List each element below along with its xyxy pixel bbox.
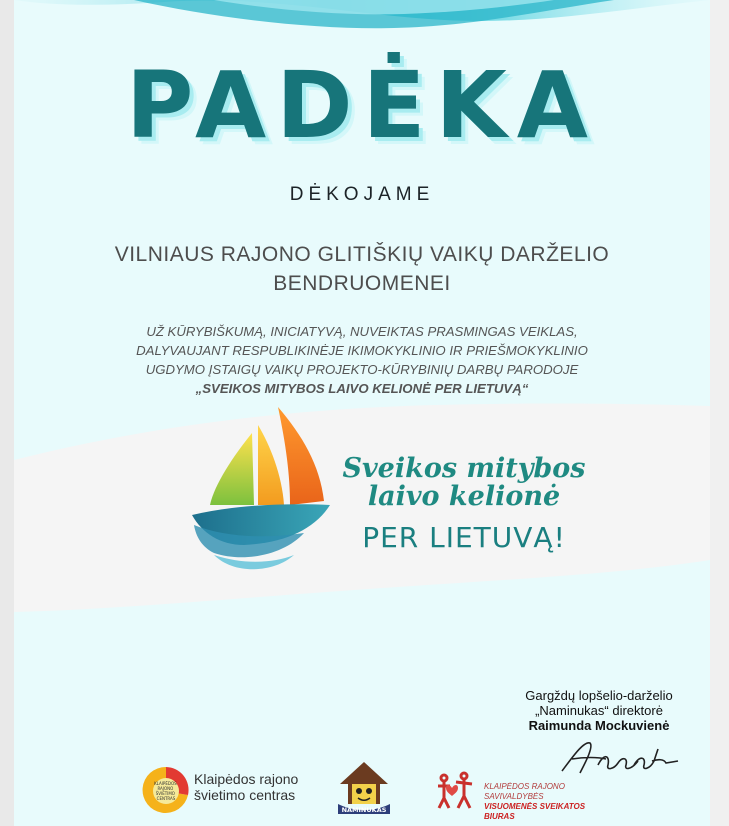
exhibition-name: „SVEIKOS MITYBOS LAIVO KELIONĖ PER LIETUVĄ“ <box>195 381 529 396</box>
vertical-scrollbar[interactable] <box>710 0 729 826</box>
reason-line: UGDYMO ĮSTAIGŲ VAIKŲ PROJEKTO-KŪRYBINIŲ DARBŲ PARODOJE <box>145 362 579 377</box>
reason-line <box>74 379 650 398</box>
naminukas-logo-icon <box>334 758 394 818</box>
signatory-line: „Naminukas“ direktorė <box>535 703 663 718</box>
certificate-title: PADĖKA <box>126 52 598 159</box>
education-center-emblem-icon <box>140 765 192 815</box>
education-center-logo <box>140 765 300 815</box>
recipient-line: BENDRUOMENEI <box>273 272 451 295</box>
health-bureau-figures-icon <box>434 770 480 810</box>
svg-text:NAMINUKAS: NAMINUKAS <box>341 806 387 814</box>
project-logo-text <box>334 455 594 554</box>
logo-line: laivo kelionė <box>367 481 561 512</box>
education-center-name <box>194 771 298 803</box>
recipient <box>74 240 650 298</box>
svg-text:KLAIPĖDOS RAJONO: KLAIPĖDOS RAJONO ŠVIETIMO CENTRAS <box>154 781 177 801</box>
certificate-page <box>14 0 710 826</box>
health-bureau-logo <box>434 770 604 821</box>
logo-line: VISUOMENĖS SVEIKATOS BIURAS <box>484 802 586 821</box>
sailboat-logo-icon <box>174 405 334 575</box>
reason-line: UŽ KŪRYBIŠKUMĄ, INICIATYVĄ, NUVEIKTAS PRASMINGAS VEIKLAS, <box>146 324 578 339</box>
logo-line: Sveikos mitybos <box>342 453 586 484</box>
reason-line: DALYVAUJANT RESPUBLIKINĖJE IKIMOKYKLINIO IR PRIEŠMOKYKLINIO <box>136 343 588 358</box>
logo-line: Klaipėdos rajono <box>194 771 299 787</box>
health-bureau-name <box>484 782 604 822</box>
signatory-line: Gargždų lopšelio-darželio <box>525 688 673 703</box>
signatory-block <box>494 688 704 733</box>
certificate-subtitle: DĖKOJAME <box>289 184 435 205</box>
reason-text <box>74 322 650 398</box>
recipient-line: VILNIAUS RAJONO GLITIŠKIŲ VAIKŲ DARŽELIO <box>114 243 610 266</box>
logo-line: KLAIPĖDOS RAJONO SAVIVALDYBĖS <box>484 782 565 801</box>
logo-line: PER LIETUVĄ! <box>362 521 566 554</box>
logo-line: švietimo centras <box>194 787 296 803</box>
signatory-name: Raimunda Mockuvienė <box>528 718 670 733</box>
